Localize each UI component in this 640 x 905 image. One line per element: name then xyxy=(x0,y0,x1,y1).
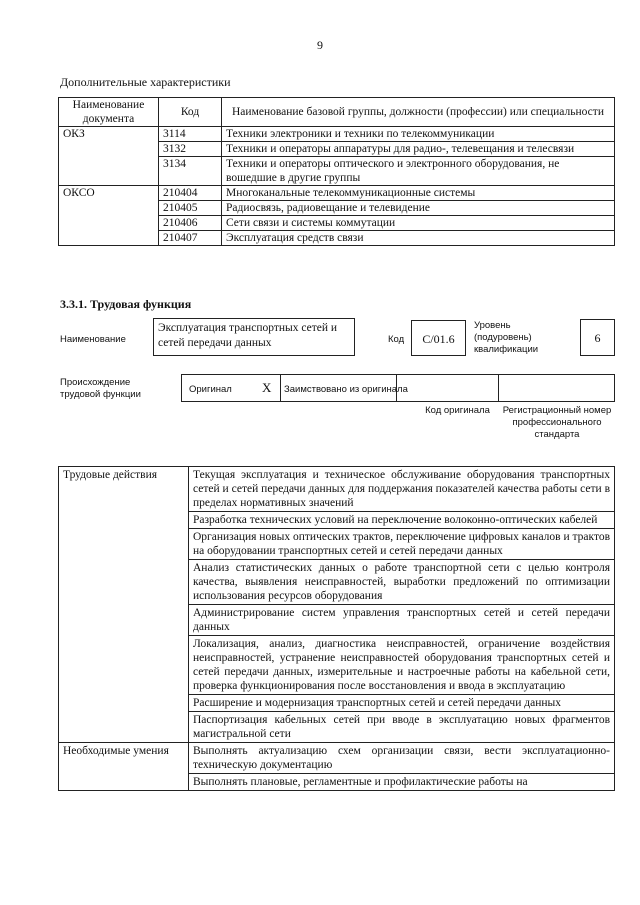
origin-label: Происхождение трудовой функции xyxy=(60,377,141,400)
duties-table xyxy=(58,466,615,791)
level-label: Уровень (подуровень) квалификации xyxy=(474,320,539,355)
name-label: Наименование xyxy=(60,334,126,345)
code-cell: 3114 xyxy=(159,127,222,142)
page-number: 9 xyxy=(317,38,323,52)
skill-item: Выполнять актуализацию схем организации связи, вести эксплуатационно-техническую документацию xyxy=(189,743,615,774)
orig-code-label: Код оригинала xyxy=(425,405,490,416)
level-value: 6 xyxy=(580,319,615,356)
code-cell: 3132 xyxy=(159,142,222,157)
function-name: Эксплуатация транспортных сетей и сетей передачи данных xyxy=(153,318,355,356)
action-item: Паспортизация кабельных сетей при вводе в эксплуатацию новых фрагментов магистральной сети xyxy=(189,712,615,743)
action-item: Разработка технических условий на переключение волоконно-оптических кабелей xyxy=(189,512,615,529)
table-row xyxy=(59,186,615,201)
doc-cell: ОКСО xyxy=(59,186,159,246)
code-cell: 3134 xyxy=(159,157,222,186)
code-label: Код xyxy=(388,334,405,345)
action-item: Расширение и модернизация транспортных сетей и сетей передачи данных xyxy=(189,695,615,712)
action-item: Организация новых оптических трактов, переключение цифровых каналов и трактов на оборудовании транспортных сетей и сетей передачи данных xyxy=(189,529,615,560)
code-cell: 210407 xyxy=(159,231,222,246)
header-code: Код xyxy=(159,98,222,127)
name-cell: Многоканальные телекоммуникационные системы xyxy=(222,186,615,201)
borrowed-label: Заимствовано из оригинала xyxy=(284,384,408,395)
table-row xyxy=(59,127,615,142)
skills-label: Необходимые умения xyxy=(59,743,189,791)
header-document: Наименование документа xyxy=(59,98,159,127)
name-cell: Сети связи и системы коммутации xyxy=(222,216,615,231)
table-header-row xyxy=(59,98,615,127)
code-cell: 210404 xyxy=(159,186,222,201)
skill-item: Выполнять плановые, регламентные и профилактические работы на xyxy=(189,774,615,791)
action-item: Текущая эксплуатация и техническое обслуживание оборудования транспортных сетей и сетей передачи данных для поддержания показателей качества работы сети в пределах нормативных значений xyxy=(189,467,615,512)
name-cell: Эксплуатация средств связи xyxy=(222,231,615,246)
name-cell: Техники и операторы аппаратуры для радио-, телевещания и телесвязи xyxy=(222,142,615,157)
original-mark: X xyxy=(262,380,272,395)
original-label: Оригинал xyxy=(189,384,232,395)
section-title: Дополнительные характеристики xyxy=(60,75,231,89)
table-row xyxy=(59,467,615,512)
name-cell: Техники и операторы оптического и электронного оборудования, не вошедшие в другие группы xyxy=(222,157,615,186)
code-cell: 210406 xyxy=(159,216,222,231)
header-group: Наименование базовой группы, должности (профессии) или специальности xyxy=(222,98,615,127)
characteristics-table xyxy=(58,97,615,246)
actions-label: Трудовые действия xyxy=(59,467,189,743)
table-row xyxy=(59,743,615,774)
action-item: Локализация, анализ, диагностика неисправностей, ограничение воздействия неисправностей, устранение неисправностей оборудования транспортных сетей и сетей передачи данных, измерительные и настроечные работы на кабельной сети, проверка функционирования после восстановления и ввода в эксплуатацию xyxy=(189,636,615,695)
action-item: Анализ статистических данных о работе транспортной сети с целью контроля качества, выявления неисправностей, выработки предложений по оптимизации использования ресурсов оборудования xyxy=(189,560,615,605)
code-cell: 210405 xyxy=(159,201,222,216)
name-cell: Радиосвязь, радиовещание и телевидение xyxy=(222,201,615,216)
action-item: Администрирование систем управления транспортных сетей и сетей передачи данных xyxy=(189,605,615,636)
function-title: 3.3.1. Трудовая функция xyxy=(60,297,192,311)
function-code: C/01.6 xyxy=(411,320,466,356)
doc-cell: ОКЗ xyxy=(59,127,159,186)
reg-number-label: Регистрационный номер профессионального стандарта xyxy=(502,405,612,440)
name-cell: Техники электроники и техники по телекоммуникации xyxy=(222,127,615,142)
